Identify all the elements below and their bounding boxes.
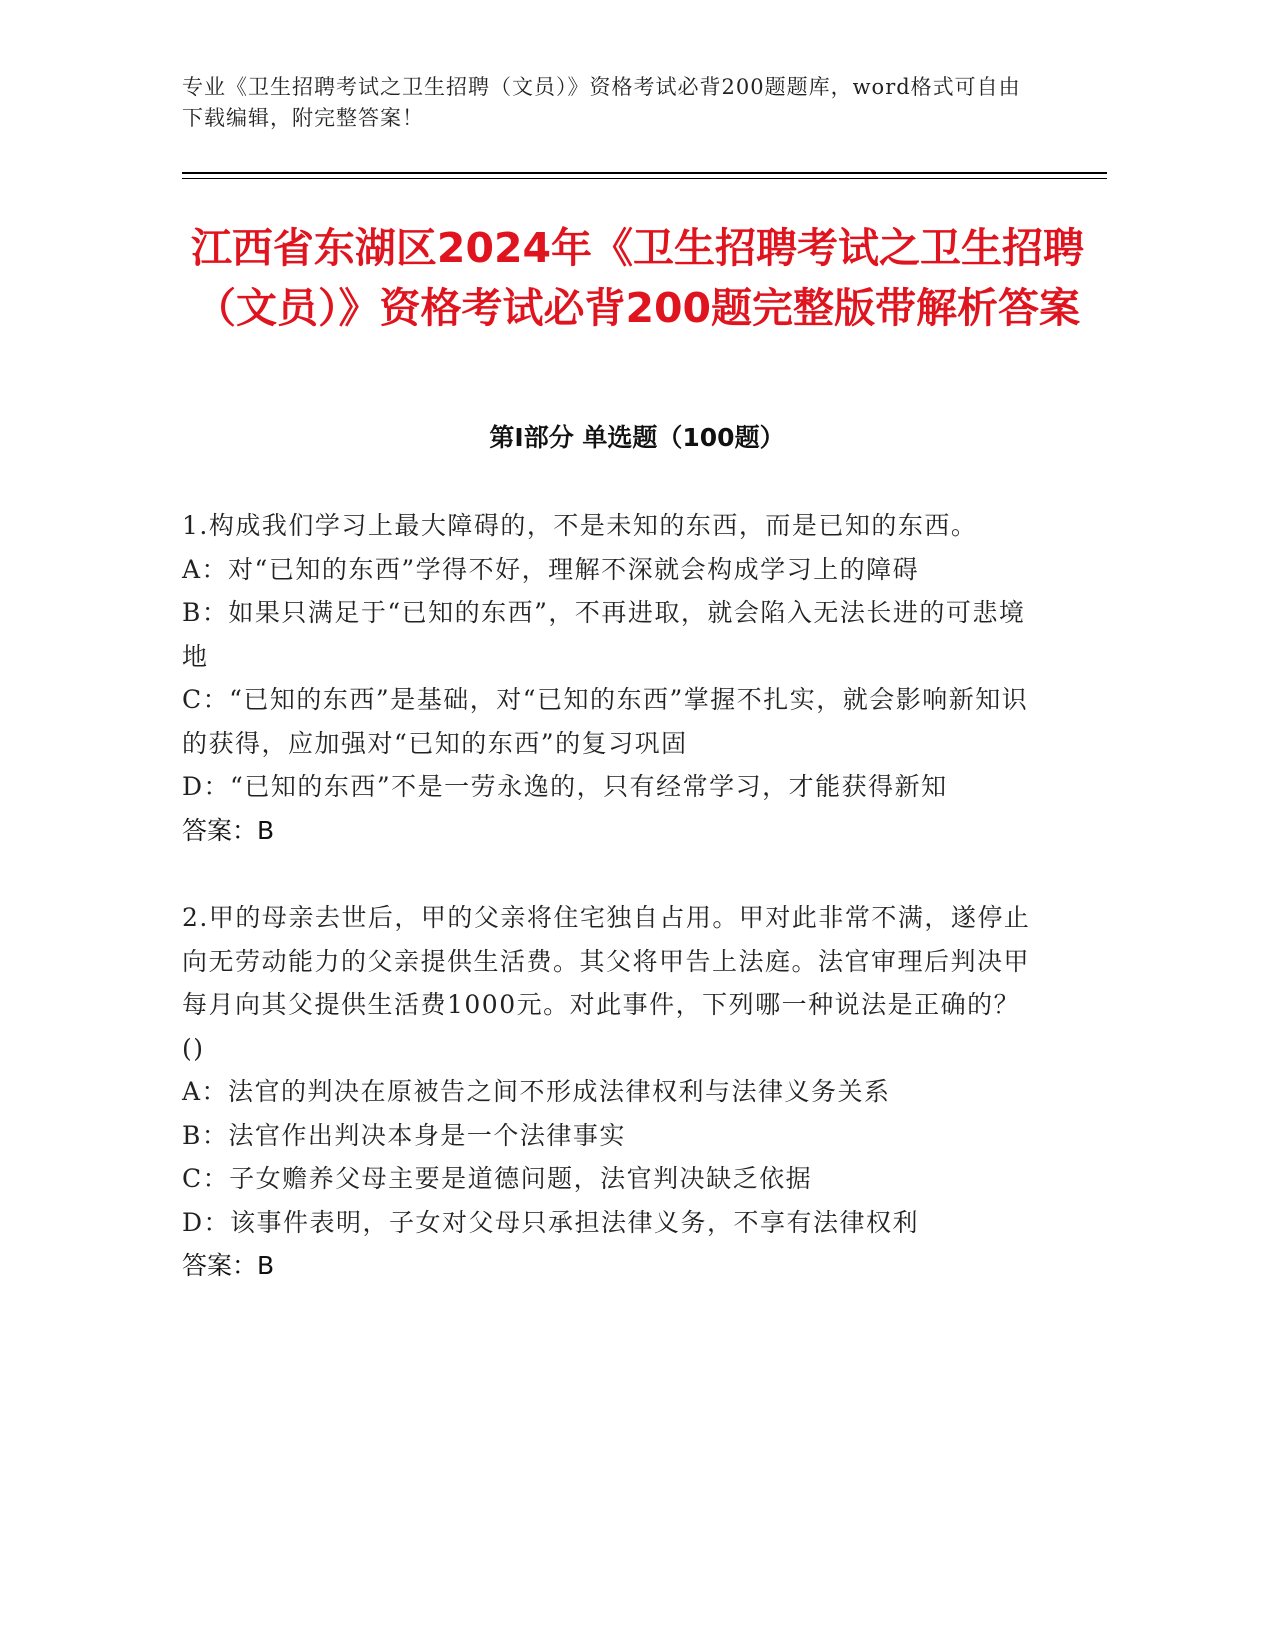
question-1 xyxy=(182,504,1042,852)
option-c: C：子女赡养父母主要是道德问题，法官判决缺乏依据 xyxy=(182,1164,813,1193)
question-stem: 2.甲的母亲去世后，甲的父亲将住宅独自占用。甲对此非常不满，遂停止向无劳动能力的父亲提供生活费。其父将甲告上法庭。法官审理后判决甲每月向其父提供生活费1000元。对此事件，下列哪一种说法是正确的？() xyxy=(182,903,1031,1063)
question-stem: 1.构成我们学习上最大障碍的，不是未知的东西，而是已知的东西。 xyxy=(182,511,978,540)
document-title: 江西省东湖区2024年《卫生招聘考试之卫生招聘（文员）》资格考试必背200题完整版带解析答案 xyxy=(190,224,1085,332)
option-d: D：该事件表明，子女对父母只承担法律义务，不享有法律权利 xyxy=(182,1207,920,1237)
header-rule-thin xyxy=(182,178,1107,179)
option-a: A：对“已知的东西”学得不好，理解不深就会构成学习上的障碍 xyxy=(182,554,920,584)
option-c: C：“已知的东西”是基础，对“已知的东西”掌握不扎实，就会影响新知识的获得，应加强对“已知的东西”的复习巩固 xyxy=(182,685,1029,758)
answer-label: 答案：B xyxy=(182,1251,275,1280)
option-a: A：法官的判决在原被告之间不形成法律权利与法律义务关系 xyxy=(182,1077,891,1106)
option-d: D：“已知的东西”不是一劳永逸的，只有经常学习，才能获得新知 xyxy=(182,772,948,801)
section-title: 第Ⅰ部分 单选题（100题） xyxy=(489,423,785,452)
option-b: B：法官作出判决本身是一个法律事实 xyxy=(182,1120,626,1150)
header-note: 专业《卫生招聘考试之卫生招聘（文员）》资格考试必背200题题库，word格式可自由下载编辑，附完整答案！ xyxy=(182,75,1021,130)
answer-label: 答案：B xyxy=(182,815,275,845)
option-b: B：如果只满足于“已知的东西”，不再进取，就会陷入无法长进的可悲境地 xyxy=(182,598,1026,671)
question-2 xyxy=(182,896,1042,1288)
header-rule-thick xyxy=(182,172,1107,174)
